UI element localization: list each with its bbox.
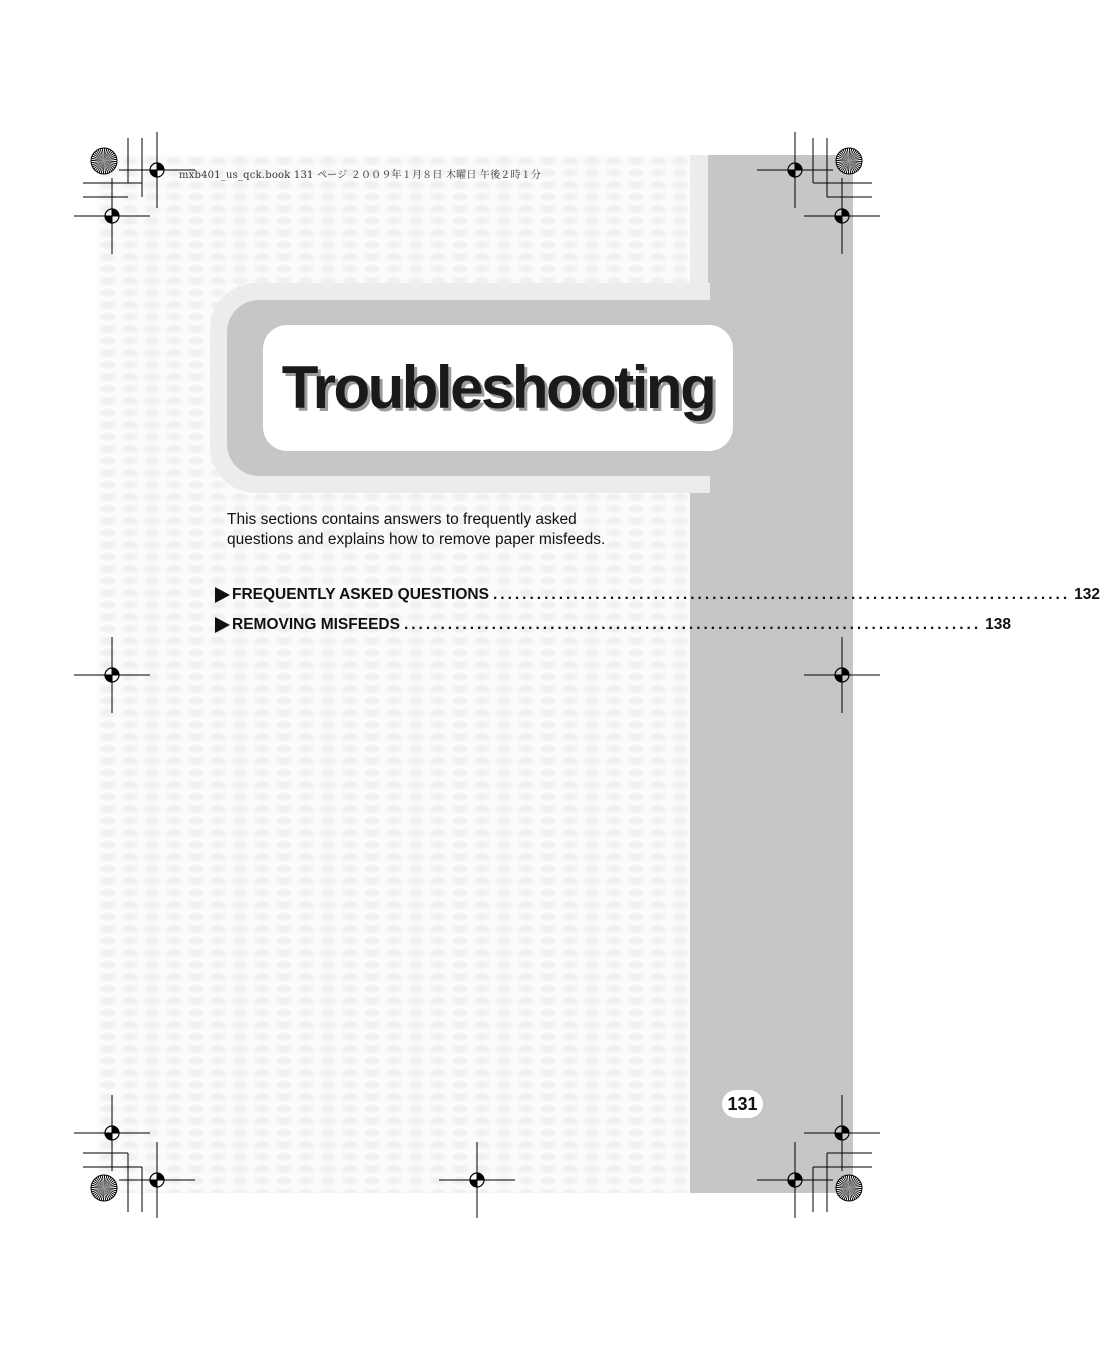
intro-line-2: questions and explains how to remove paper misfeeds.: [227, 530, 606, 548]
toc-item-label: REMOVING MISFEEDS: [232, 616, 400, 633]
registration-marks: [74, 132, 880, 1218]
page-number: 131: [722, 1090, 763, 1118]
registration-mark-icon: [757, 132, 833, 208]
crop-lines: [83, 138, 872, 1212]
registration-mark-icon: [757, 1142, 833, 1218]
registration-mark-icon: [119, 132, 195, 208]
registration-mark-icon: [74, 178, 150, 254]
starburst-target-icon: [91, 1175, 117, 1201]
registration-mark-icon: [74, 1095, 150, 1171]
starburst-target-icon: [836, 148, 862, 174]
starburst-target-icon: [836, 1175, 862, 1201]
toc-item-page: 132: [1074, 586, 1100, 603]
toc-item-label: FREQUENTLY ASKED QUESTIONS: [232, 586, 489, 603]
registration-mark-icon: [74, 637, 150, 713]
toc-item-page: 138: [985, 616, 1012, 633]
starburst-target-icon: [91, 148, 117, 174]
registration-mark-icon: [804, 637, 880, 713]
print-header: mxb401_us_qck.book 131 ページ ２００９年１月８日 木曜日 午後２時１分: [179, 170, 542, 181]
starburst-targets: [91, 148, 862, 1201]
toc-leader-dots: ...............................................................................: [403, 616, 982, 633]
chapter-title: Troubleshooting: [281, 354, 715, 421]
intro-line-1: This sections contains answers to frequently asked: [227, 511, 577, 528]
registration-mark-icon: [804, 1095, 880, 1171]
registration-mark-icon: [439, 1142, 515, 1218]
registration-mark-icon: [119, 1142, 195, 1218]
toc-leader-dots: ...............................................................................: [492, 586, 1071, 603]
registration-mark-icon: [804, 178, 880, 254]
